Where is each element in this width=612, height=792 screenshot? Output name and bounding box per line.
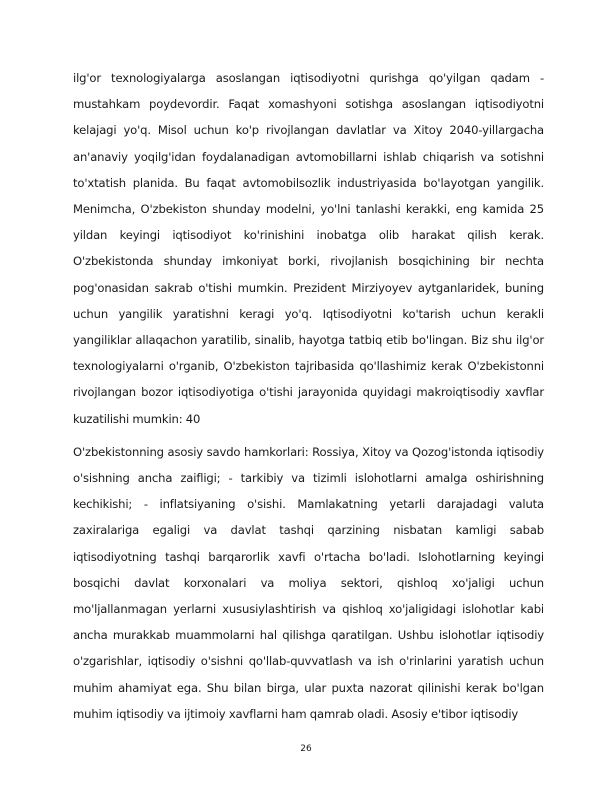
document-page [73, 65, 544, 727]
paragraph-1: ilg'or texnologiyalarga asoslangan iqtisodiyotni qurishga qo'yilgan qadam - mustahkam poydevordir. Faqat xomashyoni sotishga asoslangan iqtisodiyotni kelajagi yo'q. Misol uchun ko'p rivojlangan davlatlar va Xitoy 2040-yillargacha an'anaviy yoqilg'idan foydalanadigan avtomobillarni ishlab chiqarish va sotishni to'xtatish planida. Bu faqat avtomobilsozlik industriyasida bo'layotgan yangilik. Menimcha, O'zbekiston shunday modelni, yo'lni tanlashi kerakki, eng kamida 25 yildan keyingi iqtisodiyot ko'rinishini inobatga olib harakat qilish kerak. O'zbekistonda shunday imkoniyat borki, rivojlanish bosqichining bir nechta pog'onasidan sakrab o'tishi mumkin. Prezident Mirziyoyev aytganlaridek, buning uchun yangilik yaratishni keragi yo'q. Iqtisodiyotni ko'tarish uchun kerakli yangiliklar allaqachon yaratilib, sinalib, hayotga tatbiq etib bo'lingan. Biz shu ilg'or texnologiyalarni o'rganib, O'zbekiston tajribasida qo'llashimiz kerak O'zbekistonni rivojlangan bozor iqtisodiyotiga o'tishi jarayonida quyidagi makroiqtisodiy xavflar kuzatilishi mumkin: 40 [73, 71, 544, 426]
page-number: 26 [300, 744, 312, 754]
paragraph-2: O'zbekistonning asosiy savdo hamkorlari: Rossiya, Xitoy va Qozog'istonda iqtisodiy o'sishning ancha zaifligi; - tarkibiy va tizimli islohotlarni amalga oshirishning kechikishi; - inflatsiyaning o'sishi. Mamlakatning yetarli darajadagi valuta zaxiralariga egaligi va davlat tashqi qarzining nisbatan kamligi sabab iqtisodiyotning tashqi barqarorlik xavfi o'rtacha bo'ladi. Islohotlarning keyingi bosqichi davlat korxonalari va moliya sektori, qishloq xo'jaligi uchun mo'ljallanmagan yerlarni xususiylashtirish va qishloq xo'jaligidagi islohotlar kabi ancha murakkab muammolarni hal qilishga qaratilgan. Ushbu islohotlar iqtisodiy o'zgarishlar, iqtisodiy o'sishni qo'llab-quvvatlash va ish o'rinlarini yaratish uchun muhim ahamiyat ega. Shu bilan birga, ular puxta nazorat qilinishi kerak bo'lgan muhim iqtisodiy va ijtimoiy xavflarni ham qamrab oladi. Asosiy e'tibor iqtisodiy [73, 444, 544, 721]
